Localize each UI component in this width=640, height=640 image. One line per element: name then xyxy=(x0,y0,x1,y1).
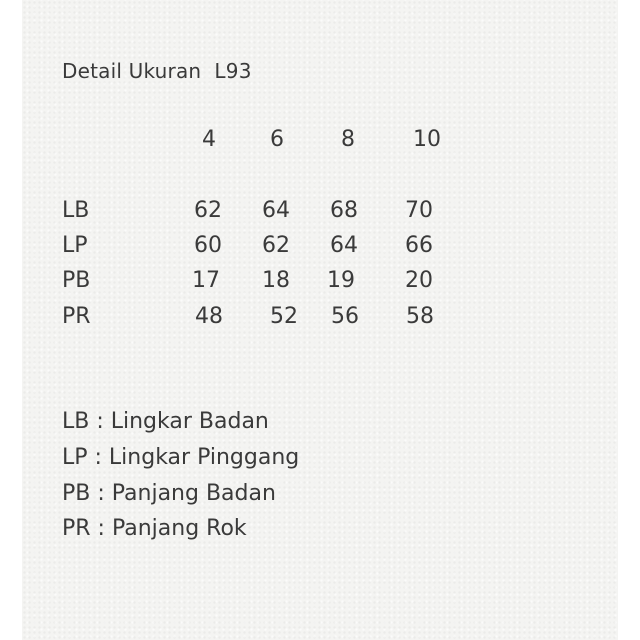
table-cell: 48 xyxy=(195,304,223,329)
table-cell: 70 xyxy=(405,198,433,223)
table-cell: 64 xyxy=(262,198,290,223)
row-label-pb: PB xyxy=(62,268,91,293)
legend-item-lp: LP : Lingkar Pinggang xyxy=(62,445,300,470)
paper-background xyxy=(22,0,618,640)
legend-item-pb: PB : Panjang Badan xyxy=(62,481,276,506)
table-cell: 56 xyxy=(331,304,359,329)
table-cell: 62 xyxy=(194,198,222,223)
table-cell: 64 xyxy=(330,233,358,258)
table-cell: 52 xyxy=(270,304,298,329)
table-cell: 19 xyxy=(327,268,355,293)
size-header-8: 8 xyxy=(341,127,355,152)
table-cell: 68 xyxy=(330,198,358,223)
table-cell: 60 xyxy=(194,233,222,258)
row-label-lp: LP xyxy=(62,233,88,258)
size-header-10: 10 xyxy=(413,127,441,152)
table-cell: 58 xyxy=(406,304,434,329)
size-header-6: 6 xyxy=(270,127,284,152)
legend-item-lb: LB : Lingkar Badan xyxy=(62,409,269,434)
row-label-lb: LB xyxy=(62,198,90,223)
table-cell: 20 xyxy=(405,268,433,293)
size-header-4: 4 xyxy=(202,127,216,152)
table-cell: 18 xyxy=(262,268,290,293)
legend-item-pr: PR : Panjang Rok xyxy=(62,516,247,541)
row-label-pr: PR xyxy=(62,304,91,329)
table-cell: 17 xyxy=(192,268,220,293)
table-cell: 66 xyxy=(405,233,433,258)
page-title: Detail Ukuran L93 xyxy=(62,59,252,83)
table-cell: 62 xyxy=(262,233,290,258)
